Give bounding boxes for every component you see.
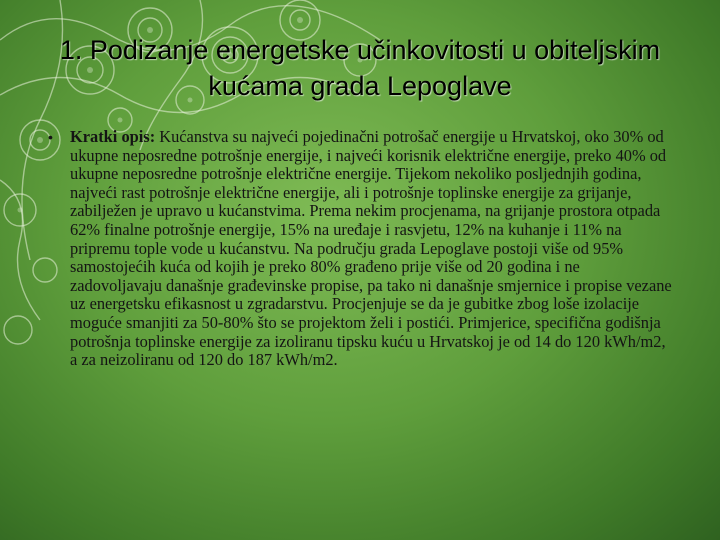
bullet-text: Kućanstva su najveći pojedinačni potrošač energije u Hrvatskoj, oko 30% od ukupne neposredne potrošnje energije, i najveći korisnik električne energije, preko 40% od ukupne neposredne potrošnje električne energije. Tijekom nekoliko posljednjih godina, najveći rast potrošnje električne energije, ali i potrošnje toplinske energije za grijanje, zabilježen je upravo u kućanstvima. Prema nekim procjenama, na grijanje prostora otpada 62% finalne potrošnje energije, 15% na uređaje i rasvjetu, 12% na kuhanje i 11% na pripremu tople vode u kućanstvu. Na području grada Lepoglave postoji više od 95% samostojećih kuća od kojih je preko 80% građeno prije više od 20 godina i ne zadovoljavaju današnje građevinske propise, pa tako ni današnje smjernice i propise vezane uz energetsku efikasnost u zgradarstvu. Procjenjuje se da je gubitke zbog loše izolacije moguće smanjiti za 50-80% što se projektom želi i postići. Primjerice, specifična godišnja potrošnja toplinske energije za izoliranu tipsku kuću u Hrvatskoj je od 14 do 120 kWh/m2, a za neizoliranu od 120 do 187 kWh/m2. xyxy=(70,127,672,370)
slide-body xyxy=(48,128,673,370)
slide-title: 1. Podizanje energetske učinkovitosti u obiteljskim kućama grada Lepoglave xyxy=(59,35,661,101)
bullet-item xyxy=(48,128,673,370)
bullet-lead-label: Kratki opis: xyxy=(70,127,156,146)
bullet-icon: • xyxy=(48,129,53,145)
